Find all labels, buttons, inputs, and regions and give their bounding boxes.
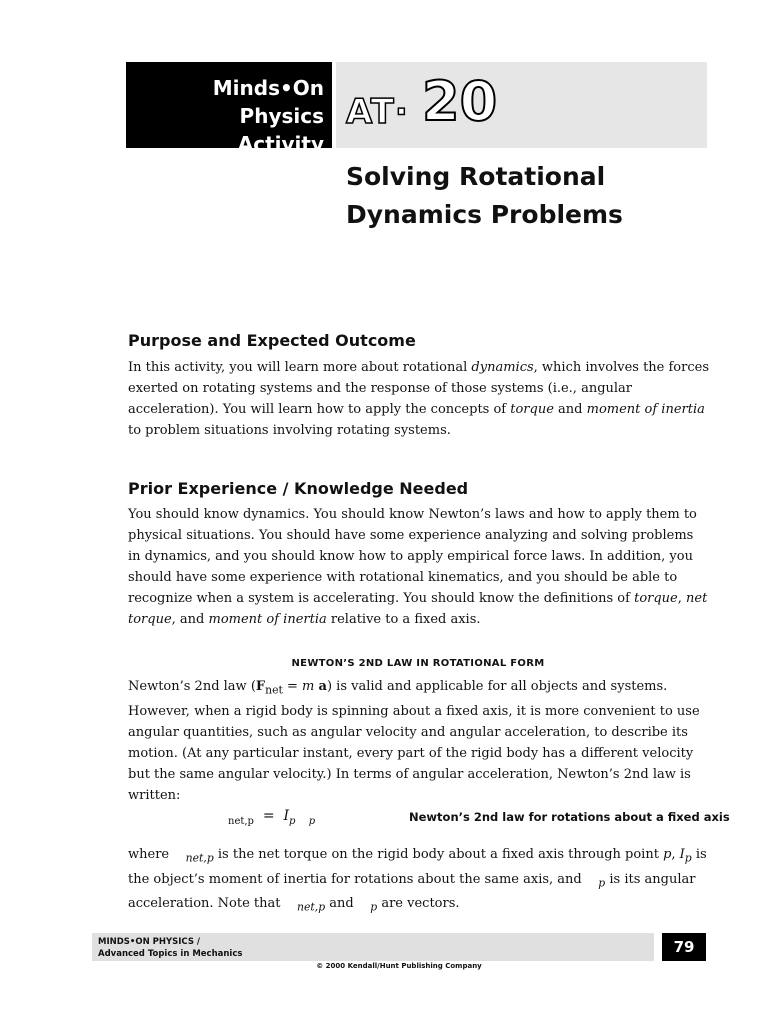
inertia-symbol: I [679,847,685,862]
text-line: exerted on rotating systems and the response of those systems (i.e., angular [128,381,633,396]
brand-line-1: Minds•On Physics [212,76,324,128]
page-number: 79 [662,933,706,961]
text: relative to a fixed axis. [326,612,481,627]
text: Newton’s 2nd law ( [128,679,256,694]
text: is the net torque on the rigid body about a fixed axis through point [213,847,664,862]
point-symbol: p [663,847,672,862]
activity-code-prefix: AT· [346,92,409,132]
activity-brand-box [126,62,332,156]
text: ) is valid and applicable for all objects and systems. [326,679,668,694]
text-line [128,869,708,894]
italic-term: net [686,591,708,606]
activity-code-box [336,62,707,148]
subscript: net,p [228,815,254,827]
text: In this activity, you will learn more about rotational [128,360,472,375]
equation-label: Newton’s 2nd law for rotations about a fixed axis [409,810,730,824]
activity-title [346,158,706,234]
text-line: However, when a rigid body is spinning about a fixed axis, it is more convenient to use [128,703,700,719]
text: , [677,591,687,606]
text-line: written: [128,787,181,803]
text-line [128,844,708,869]
text: = [282,679,303,694]
text: recognize when a system is accelerating. You should know the definitions of [128,591,635,606]
prior-paragraph [128,504,708,630]
copyright: © 2000 Kendall/Hunt Publishing Company [316,962,482,970]
text-line: but the same angular velocity.) In terms of angular acceleration, Newton’s 2nd law is [128,766,691,782]
text: is its angular [605,871,696,887]
mass-symbol: m [302,679,315,694]
text: the object’s moment of inertia for rotations about the same axis, and [128,871,586,887]
text-line [128,357,708,378]
text: acceleration. Note that [128,896,285,912]
text: , and [171,612,209,627]
subscript: p [370,900,378,914]
title-line-2: Dynamics Problems [346,200,623,229]
text-line [128,893,708,918]
brand-line-2: Activity [237,132,324,156]
newton-paragraph [128,676,708,806]
text-line [128,588,708,609]
text-line [128,399,708,420]
subscript: net,p [185,851,214,865]
text: , [671,847,680,862]
text-line [128,609,708,630]
text: are vectors. [377,896,460,912]
where-paragraph [128,844,708,918]
text: and [553,402,587,417]
text-line: to problem situations involving rotating systems. [128,423,451,438]
purpose-heading: Purpose and Expected Outcome [128,331,416,350]
prior-heading: Prior Experience / Knowledge Needed [128,479,469,498]
series-line-2: Advanced Topics in Mechanics [98,949,243,959]
text-line: motion. (At any particular instant, every part of the rigid body has a different velocity [128,745,694,761]
text: where [128,847,174,862]
series-line-1: MINDS•ON PHYSICS / [98,937,201,947]
text-line: should have some experience with rotational kinematics, and you should be able to [128,570,678,585]
text-line: angular quantities, such as angular velocity and angular acceleration, to describe its [128,724,688,740]
force-symbol: F [255,679,266,694]
text-line [128,676,708,701]
subscript: p [598,876,606,890]
purpose-paragraph [128,357,708,441]
text-line: in dynamics, and you should know how to apply empirical force laws. In addition, you [128,549,693,564]
italic-term: torque [128,612,172,627]
italic-term: moment of inertia [208,612,327,627]
activity-code-number: 20 [422,70,498,133]
text: acceleration). You will learn how to apply the concepts of [128,402,511,417]
text: is [691,847,707,862]
italic-term: torque [510,402,554,417]
subscript: p [684,851,692,865]
footer-series [98,936,242,960]
equals-sign: = [253,808,284,824]
italic-term: moment of inertia [586,402,705,417]
subscript: p [289,815,296,827]
section-title: NEWTON’S 2ND LAW IN ROTATIONAL FORM [291,658,545,669]
text: , which involves the forces [533,360,709,375]
subscript: p [308,815,316,827]
title-line-1: Solving Rotational [346,162,606,191]
text-line: You should know dynamics. You should know Newton’s laws and how to apply them to [128,507,697,522]
acceleration-symbol: a [318,679,327,694]
italic-term: torque [634,591,678,606]
subscript: net [265,683,283,697]
rotational-equation [228,808,315,827]
text: and [325,896,358,912]
italic-term: dynamics [471,360,534,375]
subscript: net,p [297,900,326,914]
inertia-symbol: I [283,808,290,824]
text-line: physical situations. You should have some experience analyzing and solving problems [128,528,694,543]
